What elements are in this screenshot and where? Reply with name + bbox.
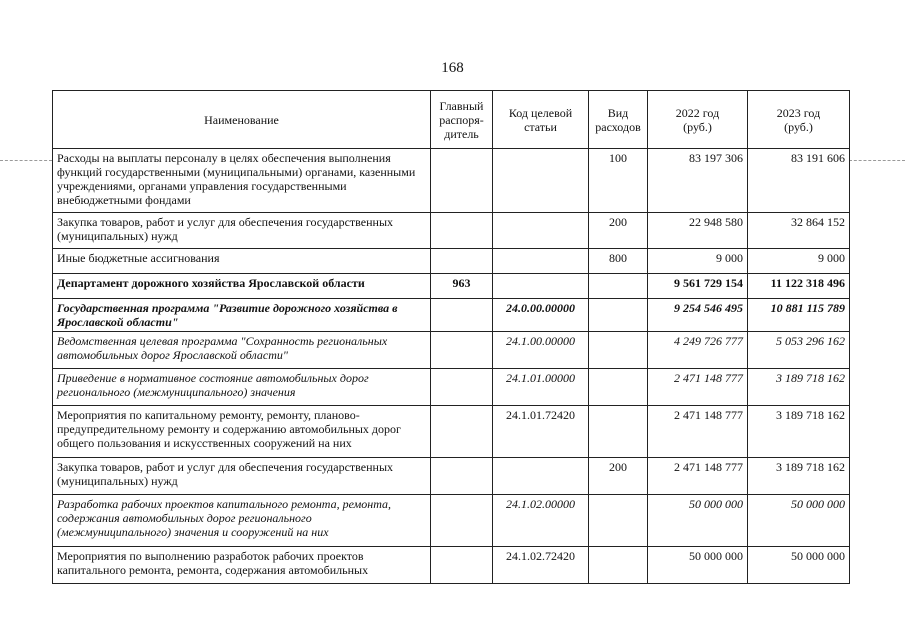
cell-code: [493, 458, 589, 495]
table-row: [53, 332, 850, 369]
cell-code: [493, 249, 589, 274]
cell-admin: [431, 149, 493, 213]
cell-amount-2022: 9 561 729 154: [648, 274, 748, 299]
margin-dashed-line-left: [0, 160, 52, 161]
cell-amount-2023: 50 000 000: [748, 495, 850, 547]
cell-expense-type: [589, 406, 648, 458]
table-row: [53, 213, 850, 249]
margin-dashed-line-right: [849, 160, 905, 161]
table-header-row: [53, 91, 850, 149]
cell-expense-type: 200: [589, 213, 648, 249]
cell-name: Ведомственная целевая программа "Сохранность региональных автомобильных дорог Ярославской области": [53, 332, 431, 369]
table-row: [53, 369, 850, 406]
cell-amount-2023: 3 189 718 162: [748, 369, 850, 406]
cell-code: 24.1.00.00000: [493, 332, 589, 369]
cell-name: Расходы на выплаты персоналу в целях обеспечения выполнения функций государственными (муниципальными) органами, казенными учреждениями, органами управления государственными внебюджетными фондами: [53, 149, 431, 213]
cell-expense-type: [589, 369, 648, 406]
cell-amount-2022: 2 471 148 777: [648, 369, 748, 406]
cell-admin: [431, 332, 493, 369]
cell-expense-type: [589, 274, 648, 299]
table-row: [53, 458, 850, 495]
cell-admin: 963: [431, 274, 493, 299]
cell-expense-type: [589, 547, 648, 584]
table-row: [53, 406, 850, 458]
cell-admin: [431, 547, 493, 584]
column-header-code: Код целевой статьи: [493, 91, 589, 149]
cell-admin: [431, 299, 493, 332]
cell-amount-2023: 11 122 318 496: [748, 274, 850, 299]
column-header-2023: 2023 год (руб.): [748, 91, 850, 149]
cell-amount-2022: 2 471 148 777: [648, 406, 748, 458]
column-header-name: Наименование: [53, 91, 431, 149]
table-row: [53, 299, 850, 332]
table-row: [53, 547, 850, 584]
cell-code: 24.1.02.00000: [493, 495, 589, 547]
cell-expense-type: 800: [589, 249, 648, 274]
cell-name: Приведение в нормативное состояние автомобильных дорог регионального (межмуниципального) значения: [53, 369, 431, 406]
cell-admin: [431, 458, 493, 495]
cell-code: 24.1.01.00000: [493, 369, 589, 406]
cell-name: Иные бюджетные ассигнования: [53, 249, 431, 274]
cell-amount-2022: 9 000: [648, 249, 748, 274]
cell-code: 24.1.01.72420: [493, 406, 589, 458]
cell-code: [493, 213, 589, 249]
cell-amount-2022: 22 948 580: [648, 213, 748, 249]
cell-name: Закупка товаров, работ и услуг для обеспечения государственных (муниципальных) нужд: [53, 458, 431, 495]
cell-amount-2022: 2 471 148 777: [648, 458, 748, 495]
cell-code: 24.1.02.72420: [493, 547, 589, 584]
cell-admin: [431, 213, 493, 249]
cell-name: Разработка рабочих проектов капитального ремонта, ремонта, содержания автомобильных дорог регионального (межмуниципального) значения и сооружений на них: [53, 495, 431, 547]
cell-expense-type: 200: [589, 458, 648, 495]
cell-code: [493, 149, 589, 213]
cell-amount-2022: 83 197 306: [648, 149, 748, 213]
cell-admin: [431, 369, 493, 406]
cell-expense-type: 100: [589, 149, 648, 213]
column-header-2022: 2022 год (руб.): [648, 91, 748, 149]
table-row: [53, 495, 850, 547]
table-row: [53, 274, 850, 299]
cell-amount-2022: 50 000 000: [648, 495, 748, 547]
cell-admin: [431, 249, 493, 274]
column-header-admin: Главный распоря- дитель: [431, 91, 493, 149]
cell-amount-2023: 3 189 718 162: [748, 458, 850, 495]
cell-name: Закупка товаров, работ и услуг для обеспечения государственных (муниципальных) нужд: [53, 213, 431, 249]
cell-name: Департамент дорожного хозяйства Ярославской области: [53, 274, 431, 299]
table-row: [53, 249, 850, 274]
cell-amount-2023: 3 189 718 162: [748, 406, 850, 458]
cell-admin: [431, 406, 493, 458]
cell-amount-2023: 83 191 606: [748, 149, 850, 213]
cell-admin: [431, 495, 493, 547]
cell-expense-type: [589, 332, 648, 369]
cell-amount-2023: 9 000: [748, 249, 850, 274]
cell-expense-type: [589, 299, 648, 332]
page-number: 168: [441, 60, 464, 76]
cell-amount-2023: 50 000 000: [748, 547, 850, 584]
cell-name: Мероприятия по капитальному ремонту, ремонту, планово-предупредительному ремонту и содержанию автомобильных дорог общего пользования и искусственных сооружений на них: [53, 406, 431, 458]
cell-amount-2022: 50 000 000: [648, 547, 748, 584]
cell-code: 24.0.00.00000: [493, 299, 589, 332]
cell-amount-2023: 10 881 115 789: [748, 299, 850, 332]
column-header-expense-type: Вид расходов: [589, 91, 648, 149]
cell-amount-2022: 4 249 726 777: [648, 332, 748, 369]
cell-amount-2023: 32 864 152: [748, 213, 850, 249]
table-row: [53, 149, 850, 213]
cell-name: Государственная программа "Развитие дорожного хозяйства в Ярославской области": [53, 299, 431, 332]
cell-amount-2023: 5 053 296 162: [748, 332, 850, 369]
cell-expense-type: [589, 495, 648, 547]
budget-table: [52, 90, 850, 584]
cell-code: [493, 274, 589, 299]
cell-name: Мероприятия по выполнению разработок рабочих проектов капитального ремонта, ремонта, содержания автомобильных: [53, 547, 431, 584]
cell-amount-2022: 9 254 546 495: [648, 299, 748, 332]
